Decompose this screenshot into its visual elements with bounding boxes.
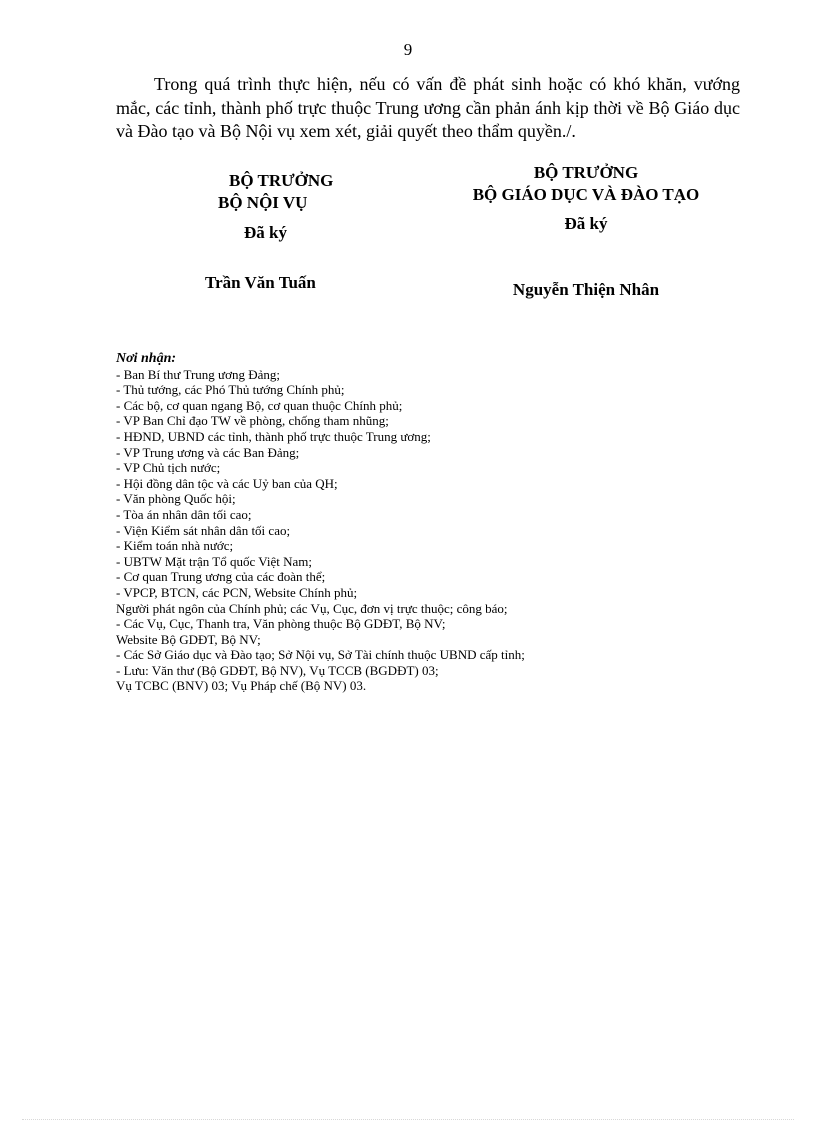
recipient-item: - Ban Bí thư Trung ương Đảng; — [116, 366, 280, 382]
recipient-item: - VP Trung ương và các Ban Đảng; — [116, 444, 300, 460]
recipient-item: - Hội đồng dân tộc và các Uỷ ban của QH; — [116, 475, 338, 491]
page-number: 9 — [403, 40, 413, 59]
recipient-item: - Các Vụ, Cục, Thanh tra, Văn phòng thuộc Bộ GDĐT, Bộ NV; — [116, 616, 446, 632]
left-signer-ministry: BỘ NỘI VỤ — [218, 193, 308, 212]
left-signer-title: BỘ TRƯỞNG — [229, 171, 334, 190]
recipient-item: - VP Ban Chỉ đạo TW về phòng, chống tham nhũng; — [116, 413, 389, 429]
recipient-item: - Tòa án nhân dân tối cao; — [116, 506, 252, 522]
recipient-item: - VPCP, BTCN, các PCN, Website Chính phủ; — [116, 584, 358, 600]
right-signer-ministry: BỘ GIÁO DỤC VÀ ĐÀO TẠO — [472, 185, 700, 204]
right-signed-note: Đã ký — [564, 214, 608, 233]
recipient-item: - Các Sở Giáo dục và Đào tạo; Sở Nội vụ, Sở Tài chính thuộc UBND cấp tỉnh; — [116, 647, 525, 663]
recipient-item: - UBTW Mặt trận Tổ quốc Việt Nam; — [116, 553, 312, 569]
recipient-item: - Thủ tướng, các Phó Thủ tướng Chính phủ; — [116, 382, 345, 398]
recipient-item: - Văn phòng Quốc hội; — [116, 491, 236, 507]
left-signer-name: Trần Văn Tuấn — [205, 273, 316, 292]
recipient-item: - VP Chủ tịch nước; — [116, 460, 221, 476]
recipient-item: - Viện Kiểm sát nhân dân tối cao; — [116, 522, 291, 538]
page-bottom-divider — [22, 1119, 794, 1120]
left-signed-note: Đã ký — [244, 223, 287, 242]
right-signer-title: BỘ TRƯỞNG — [533, 163, 639, 182]
recipient-item: Vụ TCBC (BNV) 03; Vụ Pháp chế (Bộ NV) 03. — [116, 678, 367, 694]
recipient-item: Người phát ngôn của Chính phủ; các Vụ, Cục, đơn vị trực thuộc; công báo; — [116, 600, 508, 616]
recipient-item: Website Bộ GDĐT, Bộ NV; — [116, 631, 261, 647]
closing-paragraph: Trong quá trình thực hiện, nếu có vấn đề phát sinh hoặc có khó khăn, vướng mắc, các tỉnh, thành phố trực thuộc Trung ương cần phản ánh kịp thời về Bộ Giáo dục và Đào tạo và Bộ Nội vụ xem xét, giải quyết theo thẩm quyền./. — [116, 74, 740, 141]
recipient-item: - Kiểm toán nhà nước; — [116, 538, 234, 554]
recipients-block — [116, 351, 756, 694]
right-signer-name: Nguyễn Thiện Nhân — [512, 280, 660, 299]
recipient-item: - HĐND, UBND các tỉnh, thành phố trực thuộc Trung ương; — [116, 428, 431, 444]
recipients-title: Nơi nhận: — [116, 351, 177, 366]
recipient-item: - Cơ quan Trung ương của các đoàn thể; — [116, 569, 326, 585]
recipient-item: - Các bộ, cơ quan ngang Bộ, cơ quan thuộc Chính phủ; — [116, 397, 403, 413]
recipient-item: - Lưu: Văn thư (Bộ GDĐT, Bộ NV), Vụ TCCB (BGDĐT) 03; — [116, 662, 439, 678]
